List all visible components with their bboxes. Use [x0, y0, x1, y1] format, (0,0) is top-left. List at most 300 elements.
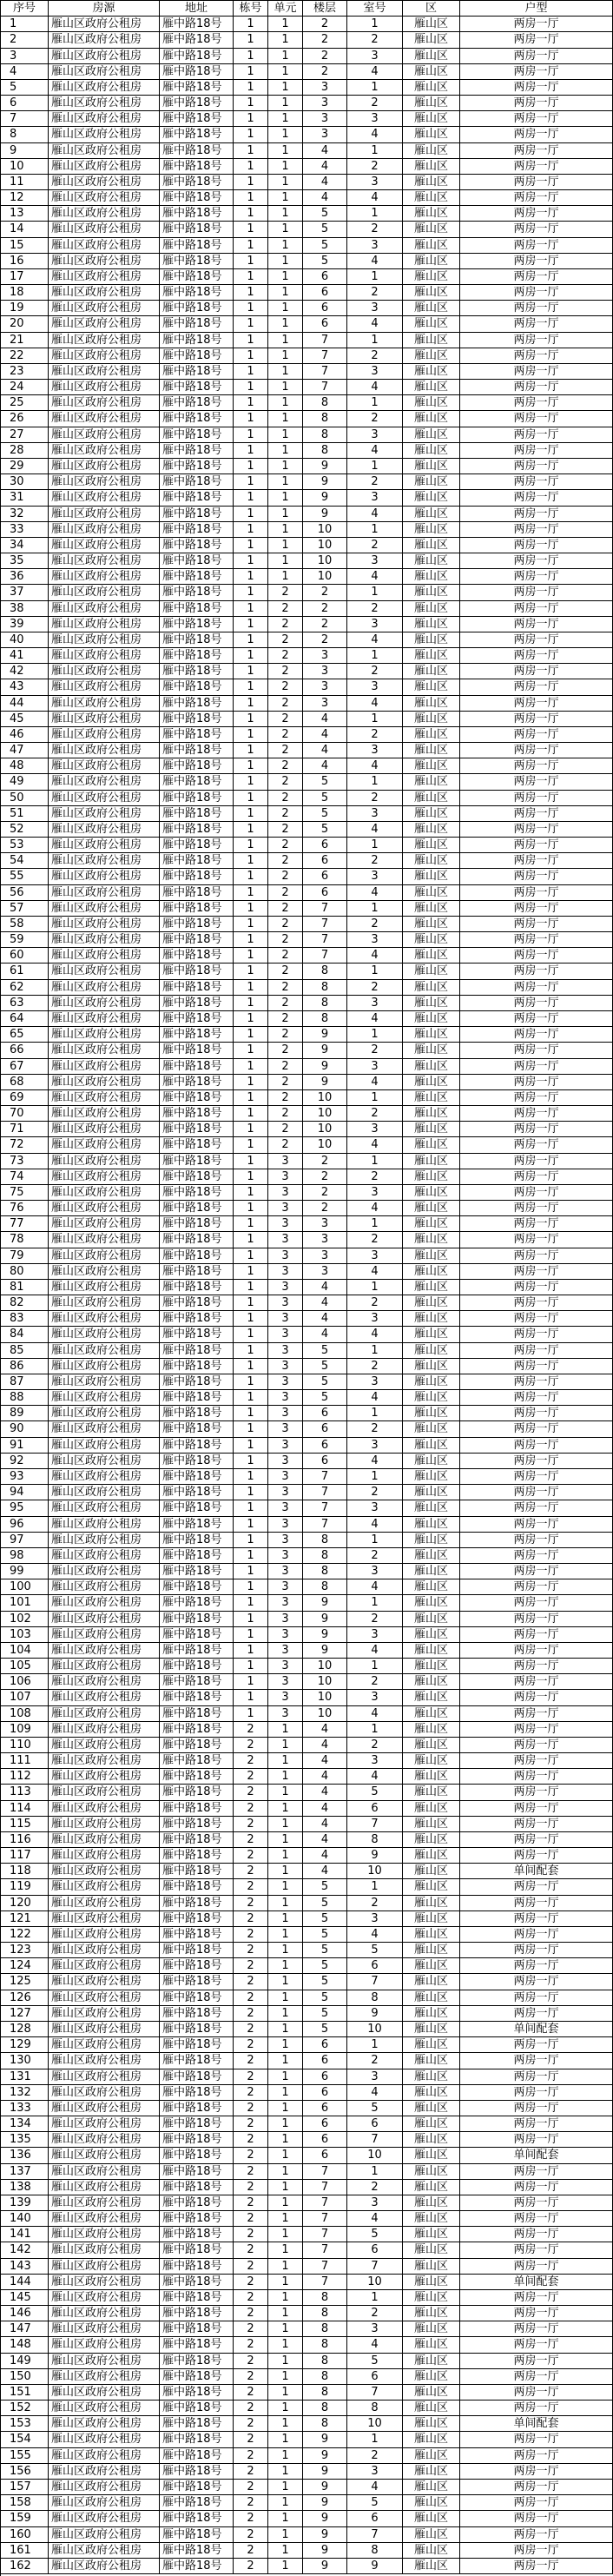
cell-room: 2	[347, 2306, 403, 2321]
cell-unit: 1	[268, 17, 303, 32]
cell-floor: 9	[303, 1075, 347, 1090]
cell-seq: 63	[1, 996, 49, 1011]
cell-room: 3	[347, 996, 403, 1011]
table-row	[1, 2321, 613, 2337]
table-row	[1, 1832, 613, 1848]
cell-floor: 6	[303, 1421, 347, 1437]
cell-layout: 两房一厅	[460, 49, 613, 64]
cell-unit: 1	[268, 1753, 303, 1769]
cell-layout: 两房一厅	[460, 2164, 613, 2180]
cell-seq: 42	[1, 664, 49, 679]
cell-address: 雁中路18号	[160, 712, 234, 727]
cell-address: 雁中路18号	[160, 2369, 234, 2385]
cell-address: 雁中路18号	[160, 127, 234, 142]
cell-seq: 20	[1, 316, 49, 332]
cell-address: 雁中路18号	[160, 1264, 234, 1280]
cell-seq: 65	[1, 1027, 49, 1043]
cell-unit: 1	[268, 1817, 303, 1832]
cell-floor: 6	[303, 869, 347, 884]
cell-source: 雁山区政府公租房	[49, 427, 160, 443]
cell-floor: 6	[303, 2132, 347, 2148]
cell-floor: 9	[303, 2464, 347, 2480]
cell-room: 2	[347, 2448, 403, 2464]
cell-layout: 单间配套	[460, 2416, 613, 2432]
cell-unit: 2	[268, 806, 303, 822]
cell-address: 雁中路18号	[160, 1248, 234, 1264]
cell-unit: 1	[268, 111, 303, 127]
cell-room: 4	[347, 822, 403, 838]
cell-address: 雁中路18号	[160, 443, 234, 459]
cell-room: 2	[347, 1106, 403, 1122]
cell-unit: 1	[268, 522, 303, 538]
cell-building: 1	[234, 1185, 268, 1201]
cell-building: 1	[234, 1043, 268, 1058]
cell-source: 雁山区政府公租房	[49, 980, 160, 996]
cell-district: 雁山区	[403, 1043, 460, 1058]
table-row	[1, 1232, 613, 1248]
cell-unit: 3	[268, 1454, 303, 1469]
table-row	[1, 1454, 613, 1469]
cell-room: 1	[347, 1659, 403, 1674]
cell-unit: 3	[268, 1674, 303, 1690]
cell-address: 雁中路18号	[160, 2432, 234, 2447]
cell-unit: 1	[268, 1769, 303, 1785]
cell-layout: 两房一厅	[460, 1090, 613, 1106]
cell-building: 1	[234, 490, 268, 506]
cell-source: 雁山区政府公租房	[49, 2511, 160, 2526]
cell-unit: 1	[268, 2448, 303, 2464]
cell-district: 雁山区	[403, 269, 460, 285]
cell-source: 雁山区政府公租房	[49, 159, 160, 175]
cell-address: 雁中路18号	[160, 679, 234, 695]
cell-floor: 4	[303, 727, 347, 743]
cell-address: 雁中路18号	[160, 380, 234, 395]
table-row	[1, 427, 613, 443]
cell-source: 雁山区政府公租房	[49, 2480, 160, 2495]
cell-floor: 7	[303, 917, 347, 932]
cell-room: 4	[347, 1011, 403, 1027]
cell-address: 雁中路18号	[160, 80, 234, 96]
table-row	[1, 1769, 613, 1785]
cell-unit: 2	[268, 1106, 303, 1122]
cell-source: 雁山区政府公租房	[49, 1311, 160, 1327]
cell-source: 雁山区政府公租房	[49, 1454, 160, 1469]
cell-district: 雁山区	[403, 2385, 460, 2401]
cell-layout: 两房一厅	[460, 1706, 613, 1722]
cell-layout: 两房一厅	[460, 632, 613, 648]
cell-source: 雁山区政府公租房	[49, 1674, 160, 1690]
table-row	[1, 2116, 613, 2132]
table-row	[1, 348, 613, 364]
table-row	[1, 2432, 613, 2447]
cell-room: 3	[347, 617, 403, 632]
cell-unit: 3	[268, 1390, 303, 1406]
cell-seq: 32	[1, 507, 49, 522]
cell-floor: 9	[303, 2432, 347, 2447]
cell-source: 雁山区政府公租房	[49, 507, 160, 522]
cell-unit: 2	[268, 1090, 303, 1106]
cell-seq: 87	[1, 1374, 49, 1390]
cell-building: 1	[234, 1643, 268, 1659]
cell-seq: 152	[1, 2401, 49, 2416]
cell-district: 雁山区	[403, 1185, 460, 1201]
cell-district: 雁山区	[403, 696, 460, 712]
cell-floor: 3	[303, 1264, 347, 1280]
cell-seq: 4	[1, 64, 49, 80]
cell-seq: 125	[1, 1974, 49, 1990]
cell-seq: 132	[1, 2085, 49, 2101]
cell-address: 雁中路18号	[160, 948, 234, 964]
cell-address: 雁中路18号	[160, 1753, 234, 1769]
cell-source: 雁山区政府公租房	[49, 601, 160, 617]
table-row	[1, 2337, 613, 2353]
cell-district: 雁山区	[403, 1690, 460, 1705]
cell-building: 2	[234, 2116, 268, 2132]
cell-floor: 2	[303, 632, 347, 648]
table-row	[1, 1753, 613, 1769]
cell-room: 4	[347, 1643, 403, 1659]
cell-address: 雁中路18号	[160, 1216, 234, 1232]
cell-seq: 62	[1, 980, 49, 996]
cell-seq: 17	[1, 269, 49, 285]
cell-district: 雁山区	[403, 1738, 460, 1753]
table-row	[1, 838, 613, 853]
cell-unit: 2	[268, 869, 303, 884]
cell-address: 雁中路18号	[160, 1722, 234, 1738]
cell-unit: 2	[268, 617, 303, 632]
cell-source: 雁山区政府公租房	[49, 348, 160, 364]
cell-source: 雁山区政府公租房	[49, 1927, 160, 1943]
cell-building: 1	[234, 553, 268, 569]
cell-layout: 两房一厅	[460, 601, 613, 617]
cell-seq: 69	[1, 1090, 49, 1106]
cell-source: 雁山区政府公租房	[49, 2195, 160, 2211]
cell-layout: 两房一厅	[460, 774, 613, 790]
cell-layout: 两房一厅	[460, 1469, 613, 1485]
cell-address: 雁中路18号	[160, 1359, 234, 1374]
cell-address: 雁中路18号	[160, 190, 234, 206]
cell-layout: 两房一厅	[460, 2180, 613, 2195]
cell-district: 雁山区	[403, 2022, 460, 2037]
cell-floor: 4	[303, 743, 347, 758]
cell-source: 雁山区政府公租房	[49, 758, 160, 774]
cell-layout: 两房一厅	[460, 507, 613, 522]
cell-floor: 3	[303, 96, 347, 111]
cell-seq: 124	[1, 1958, 49, 1974]
cell-room: 3	[347, 1500, 403, 1516]
cell-seq: 85	[1, 1343, 49, 1359]
cell-district: 雁山区	[403, 901, 460, 917]
cell-layout: 两房一厅	[460, 380, 613, 395]
cell-layout: 两房一厅	[460, 2464, 613, 2480]
cell-source: 雁山区政府公租房	[49, 1154, 160, 1169]
cell-layout: 两房一厅	[460, 1011, 613, 1027]
cell-unit: 1	[268, 1801, 303, 1817]
cell-building: 2	[234, 2132, 268, 2148]
cell-building: 1	[234, 664, 268, 679]
cell-source: 雁山区政府公租房	[49, 1438, 160, 1454]
cell-address: 雁中路18号	[160, 2069, 234, 2085]
cell-building: 1	[234, 648, 268, 664]
cell-unit: 2	[268, 1059, 303, 1075]
cell-source: 雁山区政府公租房	[49, 2369, 160, 2385]
cell-source: 雁山区政府公租房	[49, 538, 160, 553]
cell-room: 2	[347, 1232, 403, 1248]
cell-building: 2	[234, 2022, 268, 2037]
cell-source: 雁山区政府公租房	[49, 1295, 160, 1311]
cell-floor: 10	[303, 1690, 347, 1705]
cell-source: 雁山区政府公租房	[49, 553, 160, 569]
cell-layout: 两房一厅	[460, 1311, 613, 1327]
cell-address: 雁中路18号	[160, 932, 234, 948]
cell-room: 10	[347, 2022, 403, 2037]
cell-source: 雁山区政府公租房	[49, 806, 160, 822]
cell-unit: 1	[268, 143, 303, 159]
cell-unit: 2	[268, 948, 303, 964]
cell-room: 3	[347, 1690, 403, 1705]
cell-unit: 3	[268, 1343, 303, 1359]
cell-building: 2	[234, 2101, 268, 2116]
cell-unit: 1	[268, 1832, 303, 1848]
cell-address: 雁中路18号	[160, 1500, 234, 1516]
table-row	[1, 758, 613, 774]
cell-floor: 7	[303, 2164, 347, 2180]
cell-unit: 1	[268, 316, 303, 332]
cell-floor: 4	[303, 1327, 347, 1342]
cell-source: 雁山区政府公租房	[49, 190, 160, 206]
cell-source: 雁山区政府公租房	[49, 459, 160, 474]
cell-room: 3	[347, 2069, 403, 2085]
cell-address: 雁中路18号	[160, 1043, 234, 1058]
cell-layout: 两房一厅	[460, 948, 613, 964]
cell-layout: 两房一厅	[460, 2369, 613, 2385]
cell-room: 3	[347, 869, 403, 884]
table-row	[1, 917, 613, 932]
cell-source: 雁山区政府公租房	[49, 238, 160, 254]
cell-unit: 3	[268, 1438, 303, 1454]
cell-source: 雁山区政府公租房	[49, 175, 160, 190]
table-row	[1, 2211, 613, 2227]
cell-room: 3	[347, 49, 403, 64]
cell-district: 雁山区	[403, 206, 460, 222]
cell-floor: 5	[303, 2022, 347, 2037]
cell-unit: 2	[268, 901, 303, 917]
cell-room: 2	[347, 1043, 403, 1058]
cell-building: 1	[234, 159, 268, 175]
cell-address: 雁中路18号	[160, 1201, 234, 1216]
cell-room: 1	[347, 522, 403, 538]
cell-seq: 115	[1, 1817, 49, 1832]
cell-district: 雁山区	[403, 1722, 460, 1738]
cell-room: 2	[347, 2053, 403, 2069]
cell-room: 1	[347, 1027, 403, 1043]
cell-unit: 2	[268, 996, 303, 1011]
table-row	[1, 1722, 613, 1738]
cell-room: 7	[347, 1817, 403, 1832]
cell-unit: 1	[268, 2385, 303, 2401]
cell-district: 雁山区	[403, 2085, 460, 2101]
cell-seq: 119	[1, 1879, 49, 1895]
cell-room: 4	[347, 569, 403, 585]
cell-layout: 两房一厅	[460, 1595, 613, 1611]
cell-room: 3	[347, 111, 403, 127]
cell-seq: 26	[1, 411, 49, 427]
cell-source: 雁山区政府公租房	[49, 1343, 160, 1359]
cell-address: 雁中路18号	[160, 64, 234, 80]
cell-layout: 两房一厅	[460, 1359, 613, 1374]
cell-source: 雁山区政府公租房	[49, 2069, 160, 2085]
cell-floor: 2	[303, 1169, 347, 1185]
cell-source: 雁山区政府公租房	[49, 1201, 160, 1216]
cell-floor: 7	[303, 333, 347, 348]
cell-building: 1	[234, 459, 268, 474]
cell-source: 雁山区政府公租房	[49, 964, 160, 979]
cell-address: 雁中路18号	[160, 143, 234, 159]
cell-room: 1	[347, 1722, 403, 1738]
cell-floor: 6	[303, 301, 347, 316]
cell-seq: 103	[1, 1627, 49, 1643]
cell-layout: 两房一厅	[460, 1579, 613, 1595]
cell-source: 雁山区政府公租房	[49, 1864, 160, 1879]
table-row	[1, 1485, 613, 1500]
cell-source: 雁山区政府公租房	[49, 254, 160, 269]
cell-unit: 1	[268, 2354, 303, 2369]
cell-building: 1	[234, 617, 268, 632]
cell-district: 雁山区	[403, 348, 460, 364]
cell-seq: 129	[1, 2037, 49, 2053]
cell-room: 4	[347, 1579, 403, 1595]
cell-unit: 1	[268, 159, 303, 175]
cell-district: 雁山区	[403, 1927, 460, 1943]
cell-building: 2	[234, 2164, 268, 2180]
cell-district: 雁山区	[403, 2354, 460, 2369]
cell-district: 雁山区	[403, 838, 460, 853]
cell-floor: 8	[303, 980, 347, 996]
cell-building: 1	[234, 932, 268, 948]
cell-district: 雁山区	[403, 1438, 460, 1454]
cell-floor: 4	[303, 1280, 347, 1295]
cell-seq: 96	[1, 1517, 49, 1533]
table-row	[1, 1674, 613, 1690]
cell-building: 1	[234, 507, 268, 522]
cell-building: 1	[234, 679, 268, 695]
cell-layout: 两房一厅	[460, 2354, 613, 2369]
cell-building: 2	[234, 2448, 268, 2464]
cell-seq: 57	[1, 901, 49, 917]
cell-district: 雁山区	[403, 1769, 460, 1785]
cell-district: 雁山区	[403, 190, 460, 206]
table-row	[1, 601, 613, 617]
cell-layout: 两房一厅	[460, 2069, 613, 2085]
cell-layout: 两房一厅	[460, 1564, 613, 1579]
cell-seq: 23	[1, 364, 49, 380]
cell-unit: 3	[268, 1595, 303, 1611]
cell-layout: 两房一厅	[460, 2511, 613, 2526]
cell-unit: 1	[268, 175, 303, 190]
cell-unit: 1	[268, 269, 303, 285]
cell-layout: 两房一厅	[460, 696, 613, 712]
cell-seq: 93	[1, 1469, 49, 1485]
cell-address: 雁中路18号	[160, 964, 234, 979]
cell-room: 2	[347, 1674, 403, 1690]
cell-floor: 5	[303, 222, 347, 237]
cell-room: 1	[347, 1216, 403, 1232]
cell-district: 雁山区	[403, 1216, 460, 1232]
cell-room: 6	[347, 2242, 403, 2258]
cell-building: 2	[234, 2432, 268, 2447]
cell-source: 雁山区政府公租房	[49, 2354, 160, 2369]
cell-building: 1	[234, 443, 268, 459]
cell-floor: 2	[303, 17, 347, 32]
cell-unit: 2	[268, 838, 303, 853]
cell-layout: 两房一厅	[460, 127, 613, 142]
cell-floor: 4	[303, 159, 347, 175]
cell-room: 4	[347, 948, 403, 964]
cell-building: 2	[234, 2480, 268, 2495]
cell-room: 4	[347, 380, 403, 395]
cell-building: 1	[234, 901, 268, 917]
cell-unit: 3	[268, 1216, 303, 1232]
cell-room: 9	[347, 1848, 403, 1864]
cell-building: 2	[234, 1864, 268, 1879]
cell-building: 1	[234, 774, 268, 790]
cell-address: 雁中路18号	[160, 2116, 234, 2132]
cell-district: 雁山区	[403, 1374, 460, 1390]
cell-unit: 1	[268, 553, 303, 569]
cell-room: 2	[347, 32, 403, 48]
cell-address: 雁中路18号	[160, 1864, 234, 1879]
cell-source: 雁山区政府公租房	[49, 2101, 160, 2116]
cell-address: 雁中路18号	[160, 1659, 234, 1674]
cell-layout: 两房一厅	[460, 1154, 613, 1169]
cell-floor: 7	[303, 2259, 347, 2275]
cell-room: 6	[347, 2511, 403, 2526]
cell-district: 雁山区	[403, 333, 460, 348]
cell-room: 10	[347, 2148, 403, 2163]
table-row	[1, 380, 613, 395]
cell-source: 雁山区政府公租房	[49, 2006, 160, 2022]
cell-building: 2	[234, 2369, 268, 2385]
cell-building: 1	[234, 17, 268, 32]
cell-address: 雁中路18号	[160, 222, 234, 237]
cell-floor: 8	[303, 2416, 347, 2432]
cell-seq: 70	[1, 1106, 49, 1122]
cell-layout: 两房一厅	[460, 838, 613, 853]
cell-floor: 2	[303, 1154, 347, 1169]
cell-building: 1	[234, 301, 268, 316]
table-row	[1, 2132, 613, 2148]
cell-building: 2	[234, 2195, 268, 2211]
cell-address: 雁中路18号	[160, 2401, 234, 2416]
cell-unit: 1	[268, 2069, 303, 2085]
cell-layout: 两房一厅	[460, 2195, 613, 2211]
cell-address: 雁中路18号	[160, 1595, 234, 1611]
table-row	[1, 806, 613, 822]
cell-seq: 128	[1, 2022, 49, 2037]
cell-source: 雁山区政府公租房	[49, 1485, 160, 1500]
cell-building: 1	[234, 1264, 268, 1280]
table-row	[1, 111, 613, 127]
cell-layout: 两房一厅	[460, 80, 613, 96]
table-row	[1, 2416, 613, 2432]
cell-building: 1	[234, 1406, 268, 1421]
cell-seq: 140	[1, 2211, 49, 2227]
cell-layout: 两房一厅	[460, 1879, 613, 1895]
cell-room: 1	[347, 2037, 403, 2053]
cell-unit: 3	[268, 1533, 303, 1548]
cell-building: 1	[234, 1327, 268, 1342]
cell-district: 雁山区	[403, 1295, 460, 1311]
